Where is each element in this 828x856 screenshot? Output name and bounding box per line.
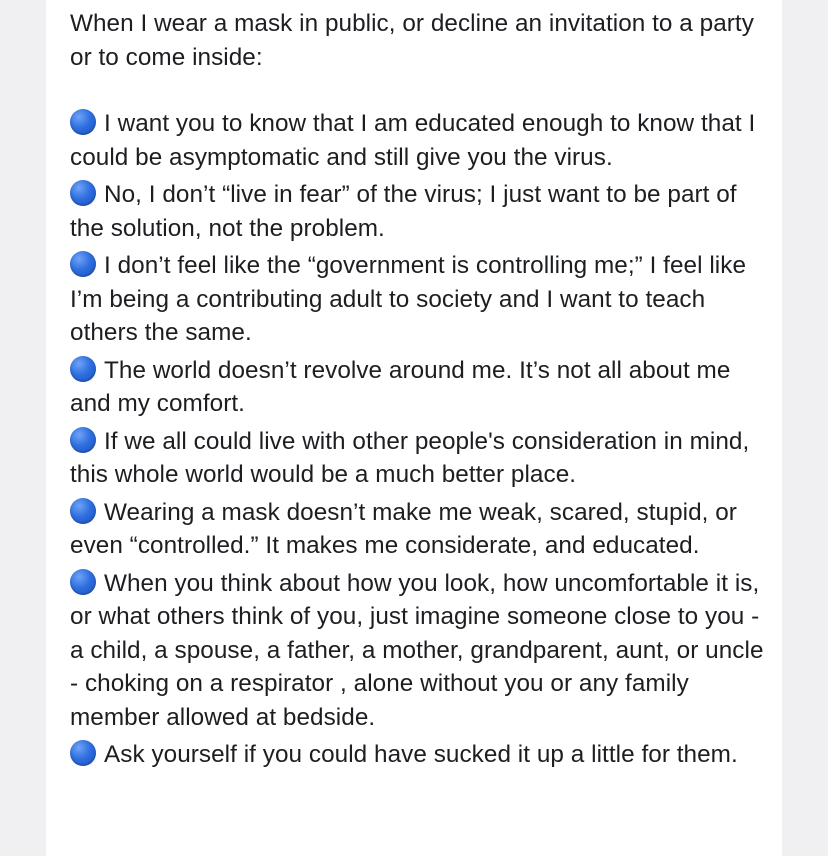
blue-circle-icon <box>70 498 96 524</box>
bullet-text: If we all could live with other people's consideration in mind, this whole world would be a much better place. <box>70 427 750 488</box>
bullet-text: When you think about how you look, how uncomfortable it is, or what others think of you, just imagine someone close to you - a child, a spouse, a father, a mother, grandparent, aunt, or uncle - choking on a respirator , alone without you or any family member allowed at bedside. <box>70 569 764 731</box>
bullet-text: Wearing a mask doesn’t make me weak, scared, stupid, or even “controlled.” It makes me considerate, and educated. <box>70 498 737 559</box>
blue-circle-icon <box>70 180 96 206</box>
bullet-text: I don’t feel like the “government is controlling me;” I feel like I’m being a contributing adult to society and I want to teach others the same. <box>70 252 747 346</box>
bullet-text: No, I don’t “live in fear” of the virus; I just want to be part of the solution, not the problem. <box>70 181 737 242</box>
list-item <box>70 249 770 350</box>
post-card <box>46 0 782 856</box>
blue-circle-icon <box>70 427 96 453</box>
list-item <box>70 738 770 772</box>
list-item <box>70 354 770 421</box>
post-text <box>70 7 770 776</box>
list-item <box>70 567 770 735</box>
blue-circle-icon <box>70 740 96 766</box>
list-item <box>70 496 770 563</box>
bullet-text: The world doesn’t revolve around me. It’s not all about me and my comfort. <box>70 356 731 417</box>
list-item <box>70 425 770 492</box>
bullet-text: Ask yourself if you could have sucked it up a little for them. <box>104 741 738 768</box>
blue-circle-icon <box>70 356 96 382</box>
blue-circle-icon <box>70 109 96 135</box>
post-intro: When I wear a mask in public, or decline an invitation to a party or to come inside: <box>70 10 754 71</box>
list-item <box>70 178 770 245</box>
blue-circle-icon <box>70 251 96 277</box>
bullet-text: I want you to know that I am educated enough to know that I could be asymptomatic and still give you the virus. <box>70 110 756 171</box>
blue-circle-icon <box>70 569 96 595</box>
list-item <box>70 107 770 174</box>
